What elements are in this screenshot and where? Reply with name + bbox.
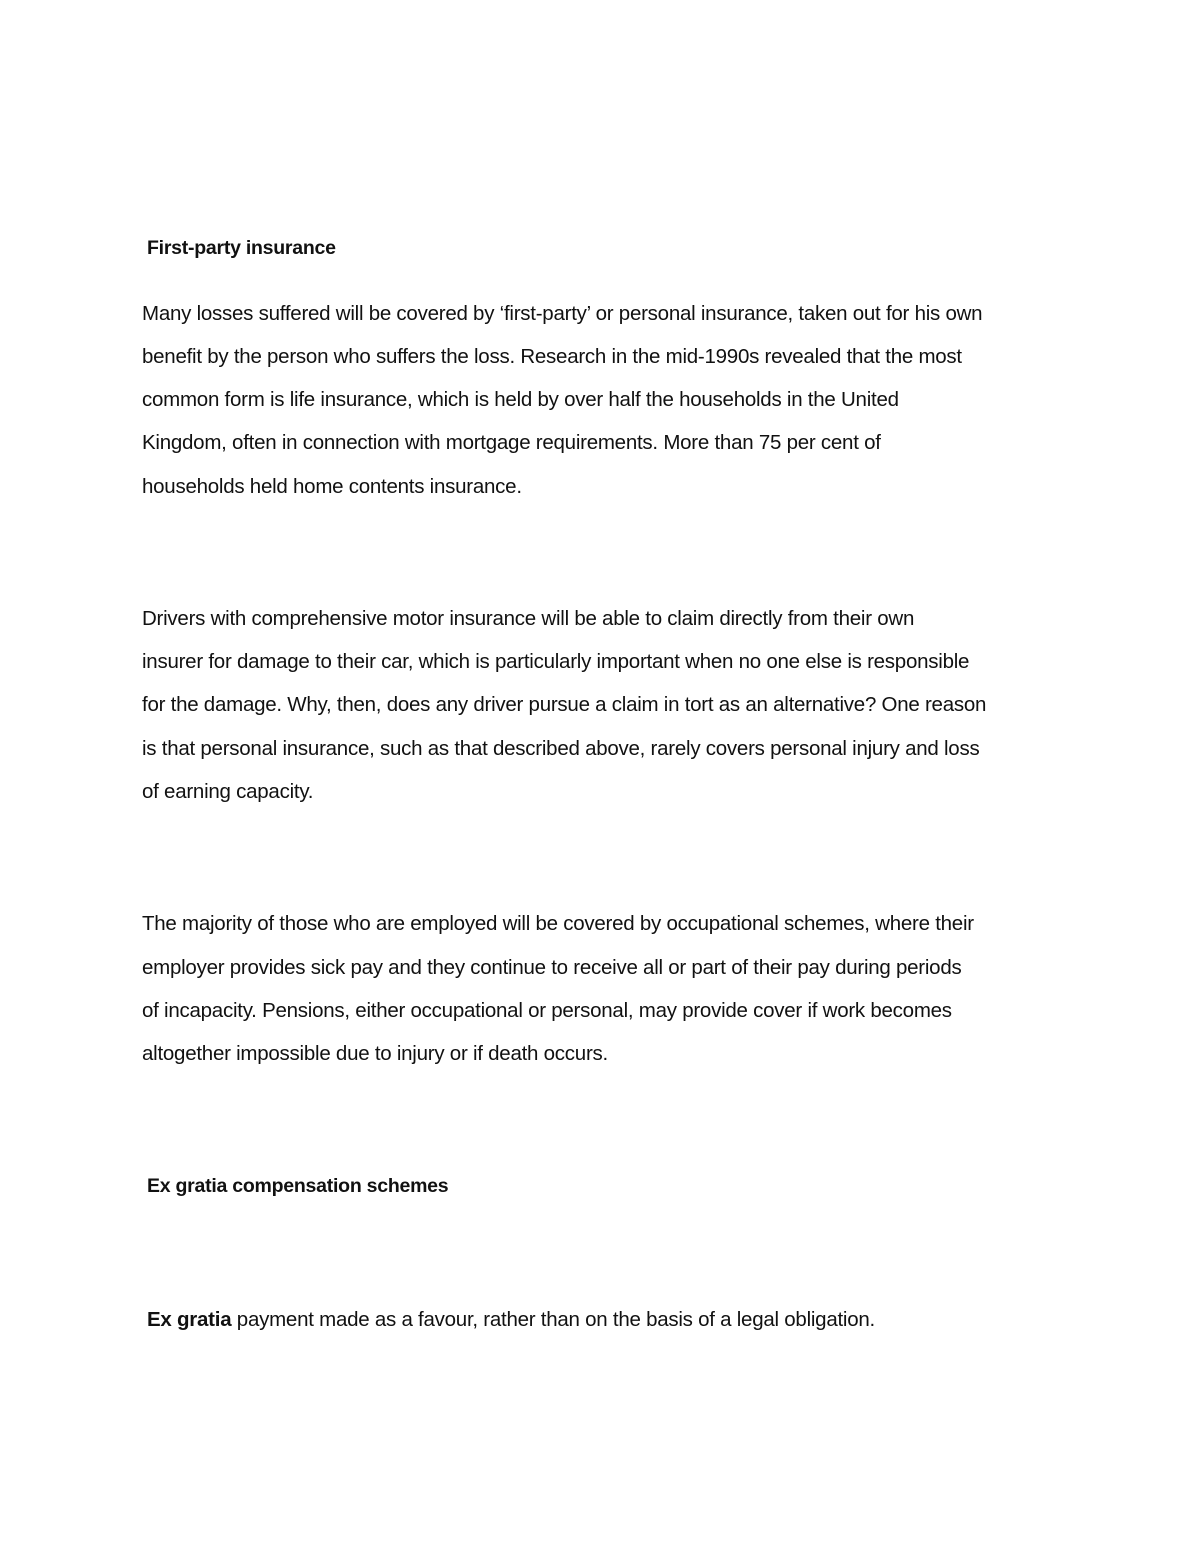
paragraph-line: Drivers with comprehensive motor insurance will be able to claim directly from their own (142, 607, 915, 630)
definition-term: Ex gratia (147, 1308, 232, 1331)
paragraph-line: benefit by the person who suffers the loss. Research in the mid-1990s revealed that the most (142, 345, 962, 368)
ex-gratia-definition (147, 1307, 875, 1333)
section-heading-first-party-insurance: First-party insurance (147, 237, 336, 259)
paragraph-line: households held home contents insurance. (142, 475, 522, 498)
paragraph-line: The majority of those who are employed will be covered by occupational schemes, where their (142, 912, 974, 935)
paragraph-line: for the damage. Why, then, does any driver pursue a claim in tort as an alternative? One reason (142, 693, 987, 716)
paragraph-line: altogether impossible due to injury or if death occurs. (142, 1042, 608, 1065)
paragraph-line: is that personal insurance, such as that described above, rarely covers personal injury and loss (142, 737, 980, 760)
paragraph-line: Kingdom, often in connection with mortgage requirements. More than 75 per cent of (142, 431, 881, 454)
paragraph-line: common form is life insurance, which is held by over half the households in the United (142, 388, 899, 411)
definition-text: payment made as a favour, rather than on the basis of a legal obligation. (231, 1308, 875, 1331)
paragraph-line: employer provides sick pay and they continue to receive all or part of their pay during periods (142, 956, 962, 979)
paragraph-line: Many losses suffered will be covered by ‘first-party’ or personal insurance, taken out for his own (142, 302, 983, 325)
paragraph-line: insurer for damage to their car, which is particularly important when no one else is responsible (142, 650, 970, 673)
paragraph-line: of incapacity. Pensions, either occupational or personal, may provide cover if work becomes (142, 999, 952, 1022)
section-heading-ex-gratia: Ex gratia compensation schemes (147, 1175, 449, 1197)
paragraph-line: of earning capacity. (142, 780, 314, 803)
